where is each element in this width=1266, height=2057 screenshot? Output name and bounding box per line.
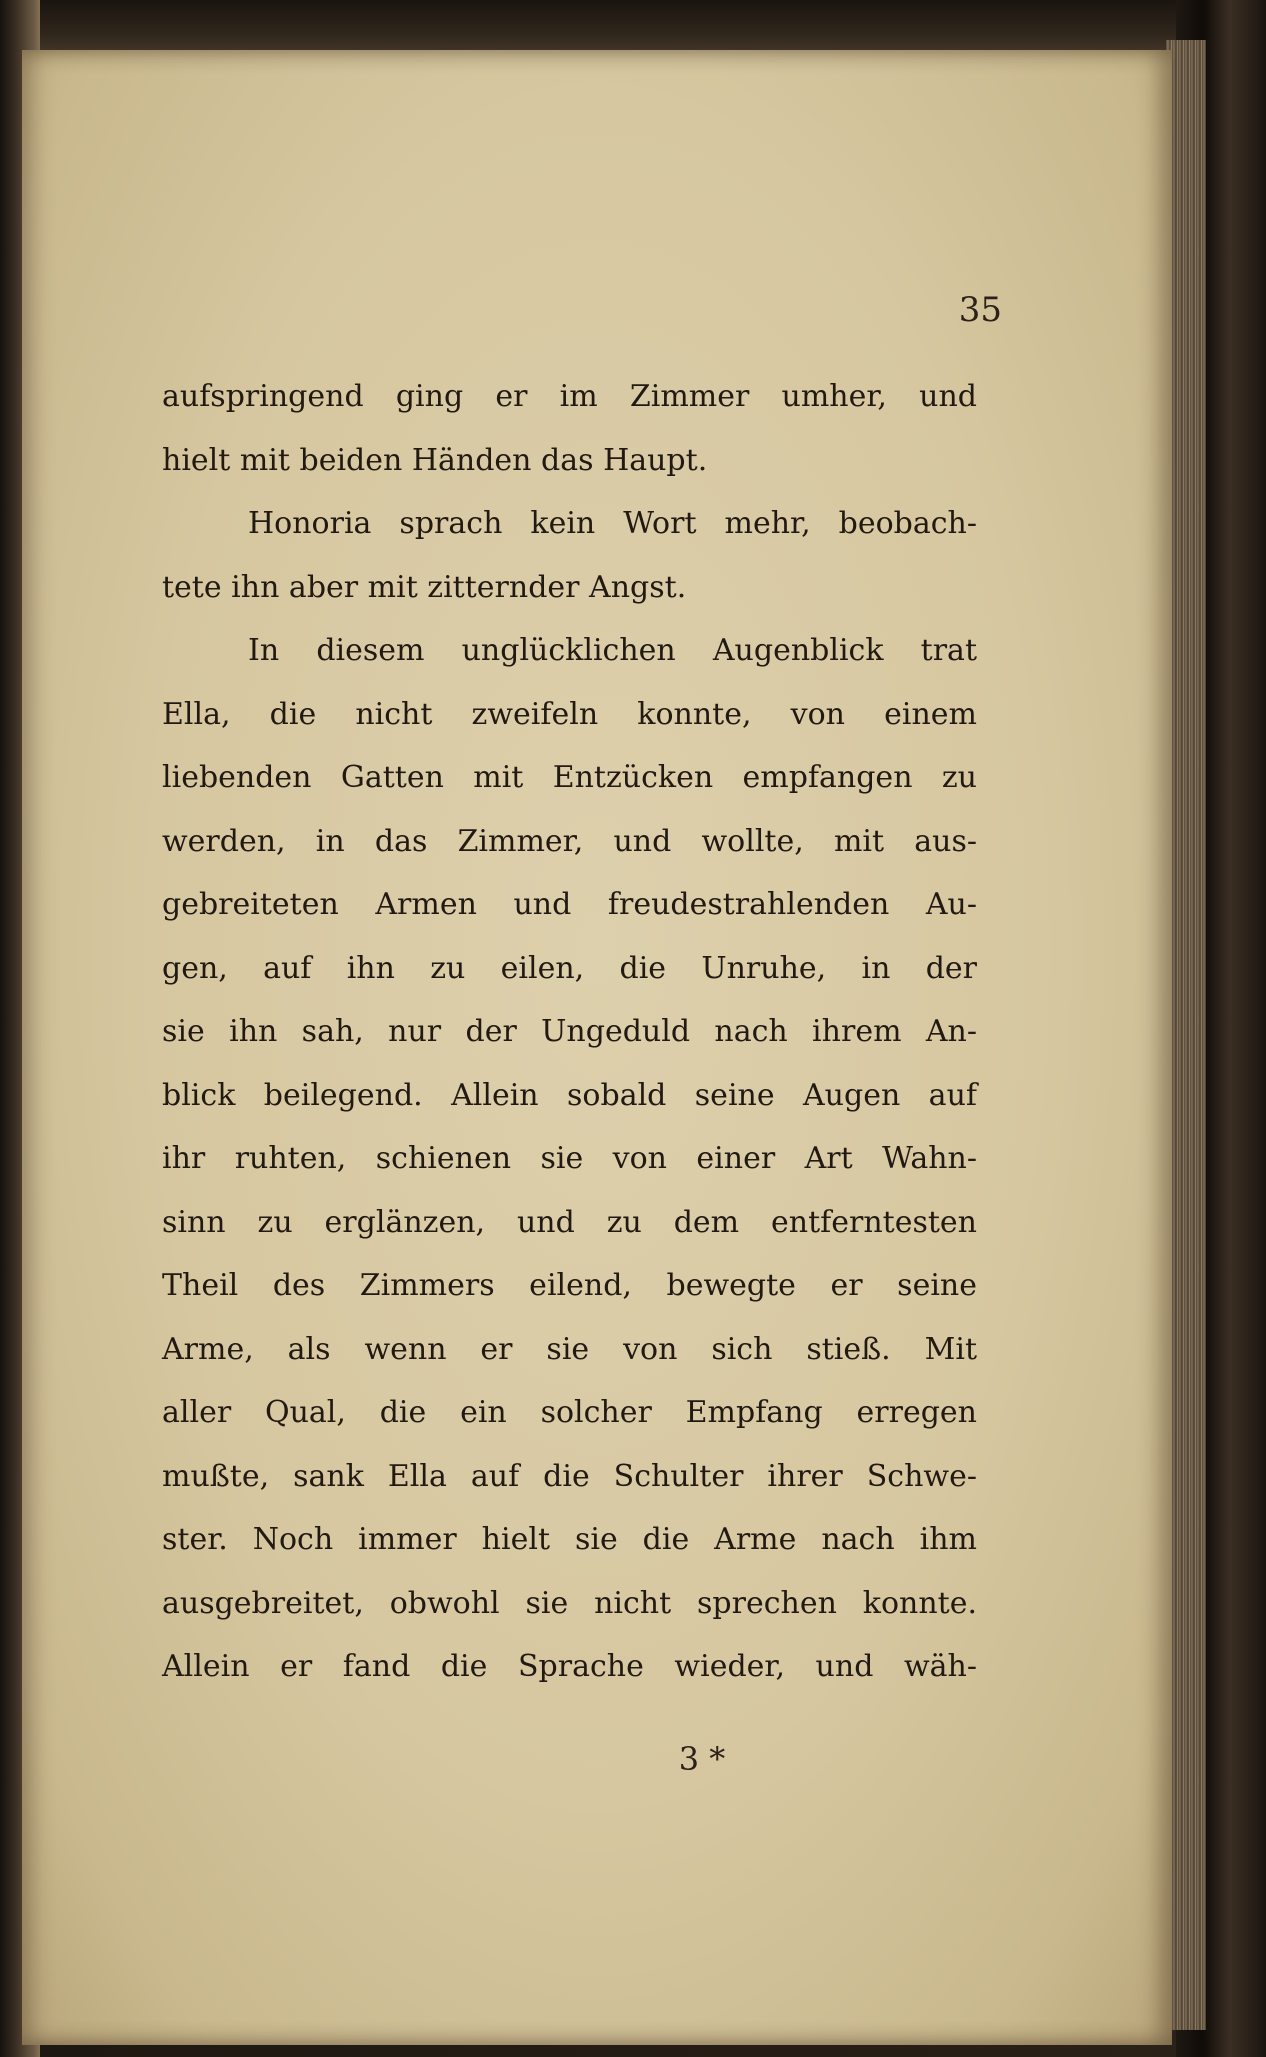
text-line: werden, in das Zimmer, und wollte, mit aus- (162, 823, 977, 859)
text-line: liebenden Gatten mit Entzücken empfangen zu (162, 760, 977, 795)
text-line: Allein er fand die Sprache wieder, und wäh- (162, 1649, 977, 1684)
text-line: ihr ruhten, schienen sie von einer Art Wahn- (162, 1141, 977, 1176)
text-line: ausgebreitet, obwohl sie nicht sprechen konnte. (162, 1585, 977, 1621)
body-text (162, 365, 977, 1699)
text-line: gebreiteten Armen und freudestrahlenden Au- (162, 887, 977, 922)
signature-mark: 3 * (678, 1740, 726, 1778)
text-line: Theil des Zimmers eilend, bewegte er seine (162, 1268, 977, 1303)
page-number: 35 (958, 290, 1002, 330)
text-line: blick beilegend. Allein sobald seine Augen auf (162, 1077, 977, 1113)
book-page (22, 50, 1172, 2045)
text-line: aufspringend ging er im Zimmer umher, und (162, 379, 977, 414)
text-line: Honoria sprach kein Wort mehr, beobach- (248, 506, 977, 541)
text-line: ster. Noch immer hielt sie die Arme nach ihm (162, 1522, 977, 1557)
text-line: tete ihn aber mit zitternder Angst. (162, 569, 687, 605)
page-edges (1166, 40, 1206, 2030)
text-line: aller Qual, die ein solcher Empfang erregen (162, 1395, 977, 1430)
text-line: gen, auf ihn zu eilen, die Unruhe, in der (162, 950, 977, 986)
text-line: mußte, sank Ella auf die Schulter ihrer Schwe- (162, 1458, 977, 1494)
text-line: Arme, als wenn er sie von sich stieß. Mit (162, 1331, 977, 1367)
text-line: sinn zu erglänzen, und zu dem entferntesten (162, 1204, 977, 1240)
text-line: In diesem unglücklichen Augenblick trat (248, 633, 977, 668)
text-line: hielt mit beiden Händen das Haupt. (162, 442, 708, 478)
text-line: Ella, die nicht zweifeln konnte, von einem (162, 696, 977, 732)
text-line: sie ihn sah, nur der Ungeduld nach ihrem An- (162, 1014, 977, 1049)
